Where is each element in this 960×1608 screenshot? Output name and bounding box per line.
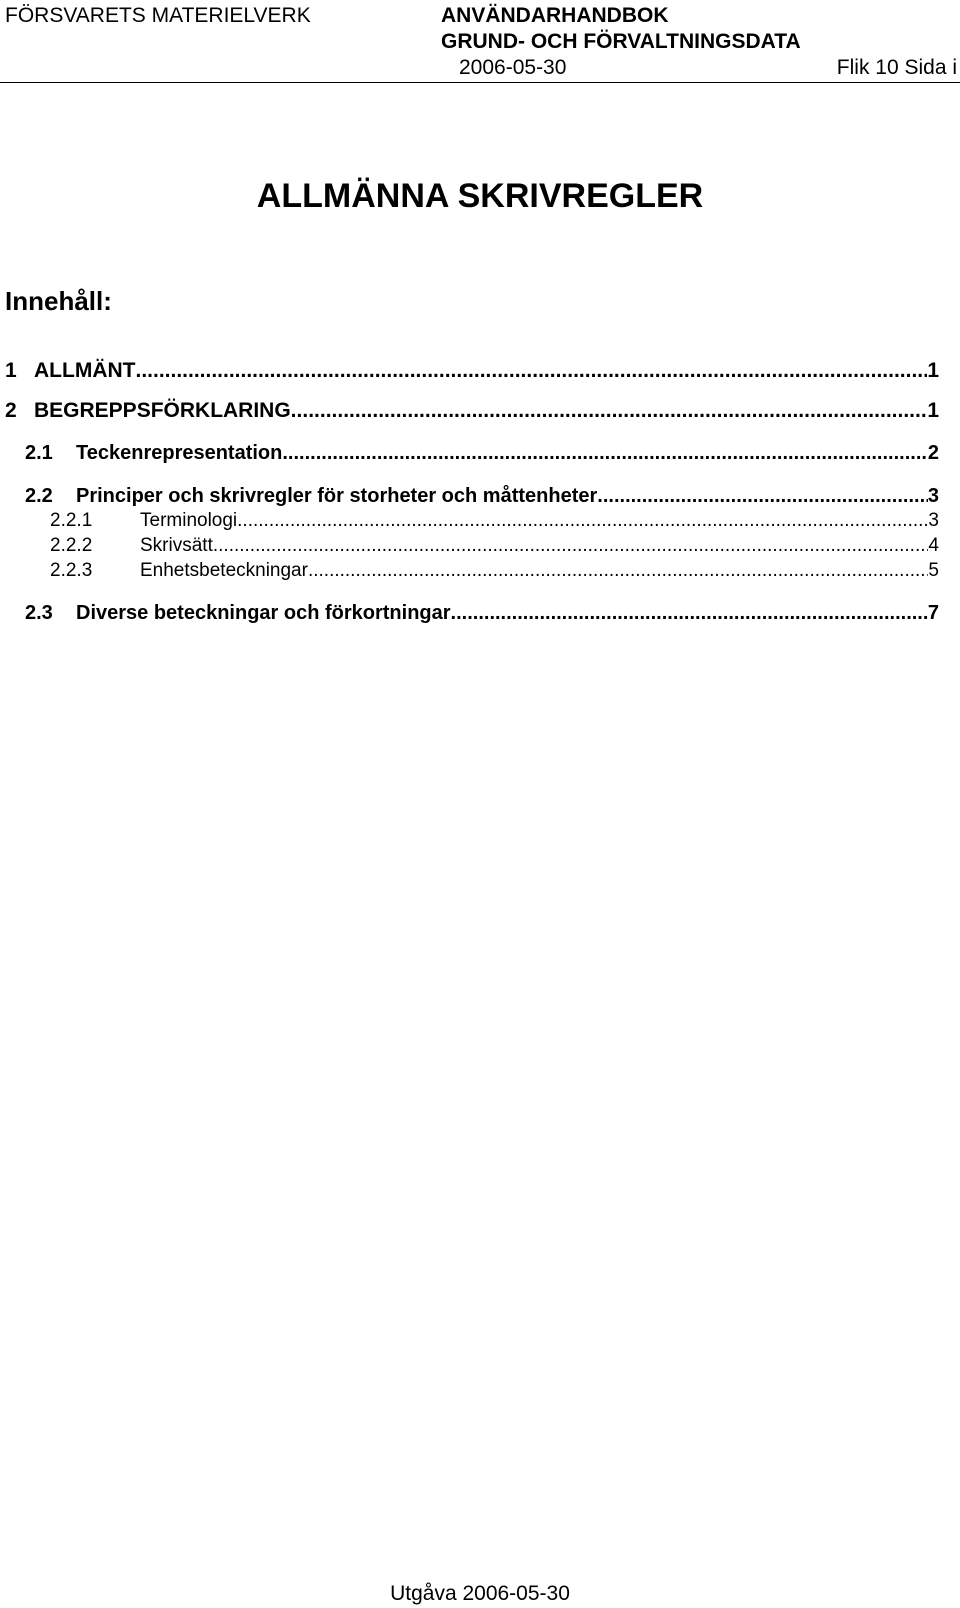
toc-entry[interactable] <box>5 358 939 384</box>
toc-leader-dots <box>297 398 928 424</box>
toc-entry[interactable] <box>50 560 939 582</box>
toc-entry[interactable] <box>25 601 939 625</box>
toc-entry-title: Principer och skrivregler för storheter och måttenheter <box>76 485 598 507</box>
toc-entry-title: ALLMÄNT <box>34 359 136 382</box>
header-date: 2006-05-30 <box>459 56 567 79</box>
toc-entry[interactable] <box>25 484 939 508</box>
toc-entry-number: 2.2.3 <box>50 560 93 581</box>
toc-entry-page: 4 <box>928 535 939 556</box>
toc-entry-title: Terminologi <box>140 510 238 531</box>
toc-entry-number: 2.2 <box>25 485 53 507</box>
toc-leader-dots <box>135 358 927 384</box>
contents-heading: Innehåll: <box>5 286 112 316</box>
toc-entry-page: 1 <box>927 359 939 382</box>
page-footer-edition: Utgåva 2006-05-30 <box>390 1582 570 1605</box>
toc-entry-title: Enhetsbeteckningar <box>140 560 308 581</box>
page-reference: Flik 10 Sida i <box>836 56 957 79</box>
toc-entry-page: 3 <box>928 510 939 531</box>
toc-leader-dots <box>451 601 928 625</box>
page-title: ALLMÄNNA SKRIVREGLER <box>256 177 704 215</box>
toc-entry-page: 5 <box>928 560 939 581</box>
toc-entry-number: 2.2.2 <box>50 535 93 556</box>
toc-entry-title: Diverse beteckningar och förkortningar <box>76 602 451 624</box>
toc-entry[interactable] <box>5 398 939 424</box>
toc-entry-number: 2 <box>5 399 17 422</box>
toc-entry-number: 2.3 <box>25 602 53 624</box>
toc-entry-title: Teckenrepresentation <box>76 442 283 464</box>
toc-leader-dots <box>308 560 928 582</box>
toc-leader-dots <box>213 535 929 557</box>
toc-leader-dots <box>597 484 928 508</box>
toc-entry-page: 3 <box>927 485 939 507</box>
organization-name: FÖRSVARETS MATERIELVERK <box>5 4 311 27</box>
document-subtitle: GRUND- OCH FÖRVALTNINGSDATA <box>441 30 801 53</box>
toc-entry[interactable] <box>50 535 939 557</box>
toc-entry-page: 2 <box>927 442 939 464</box>
toc-leader-dots <box>237 510 928 532</box>
toc-leader-dots <box>282 441 928 465</box>
toc-entry[interactable] <box>25 441 939 465</box>
toc-entry-title: Skrivsätt <box>140 535 213 556</box>
toc-entry-number: 2.1 <box>25 442 53 464</box>
toc-entry-number: 1 <box>5 359 17 382</box>
toc-entry-number: 2.2.1 <box>50 510 93 531</box>
toc-entry-page: 7 <box>927 602 939 624</box>
toc-entry[interactable] <box>50 510 939 532</box>
toc-entry-title: BEGREPPSFÖRKLARING. <box>34 399 297 422</box>
document-type: ANVÄNDARHANDBOK <box>441 4 669 27</box>
page-header <box>0 0 960 84</box>
header-divider <box>0 82 960 83</box>
toc-entry-page: 1 <box>927 399 939 422</box>
